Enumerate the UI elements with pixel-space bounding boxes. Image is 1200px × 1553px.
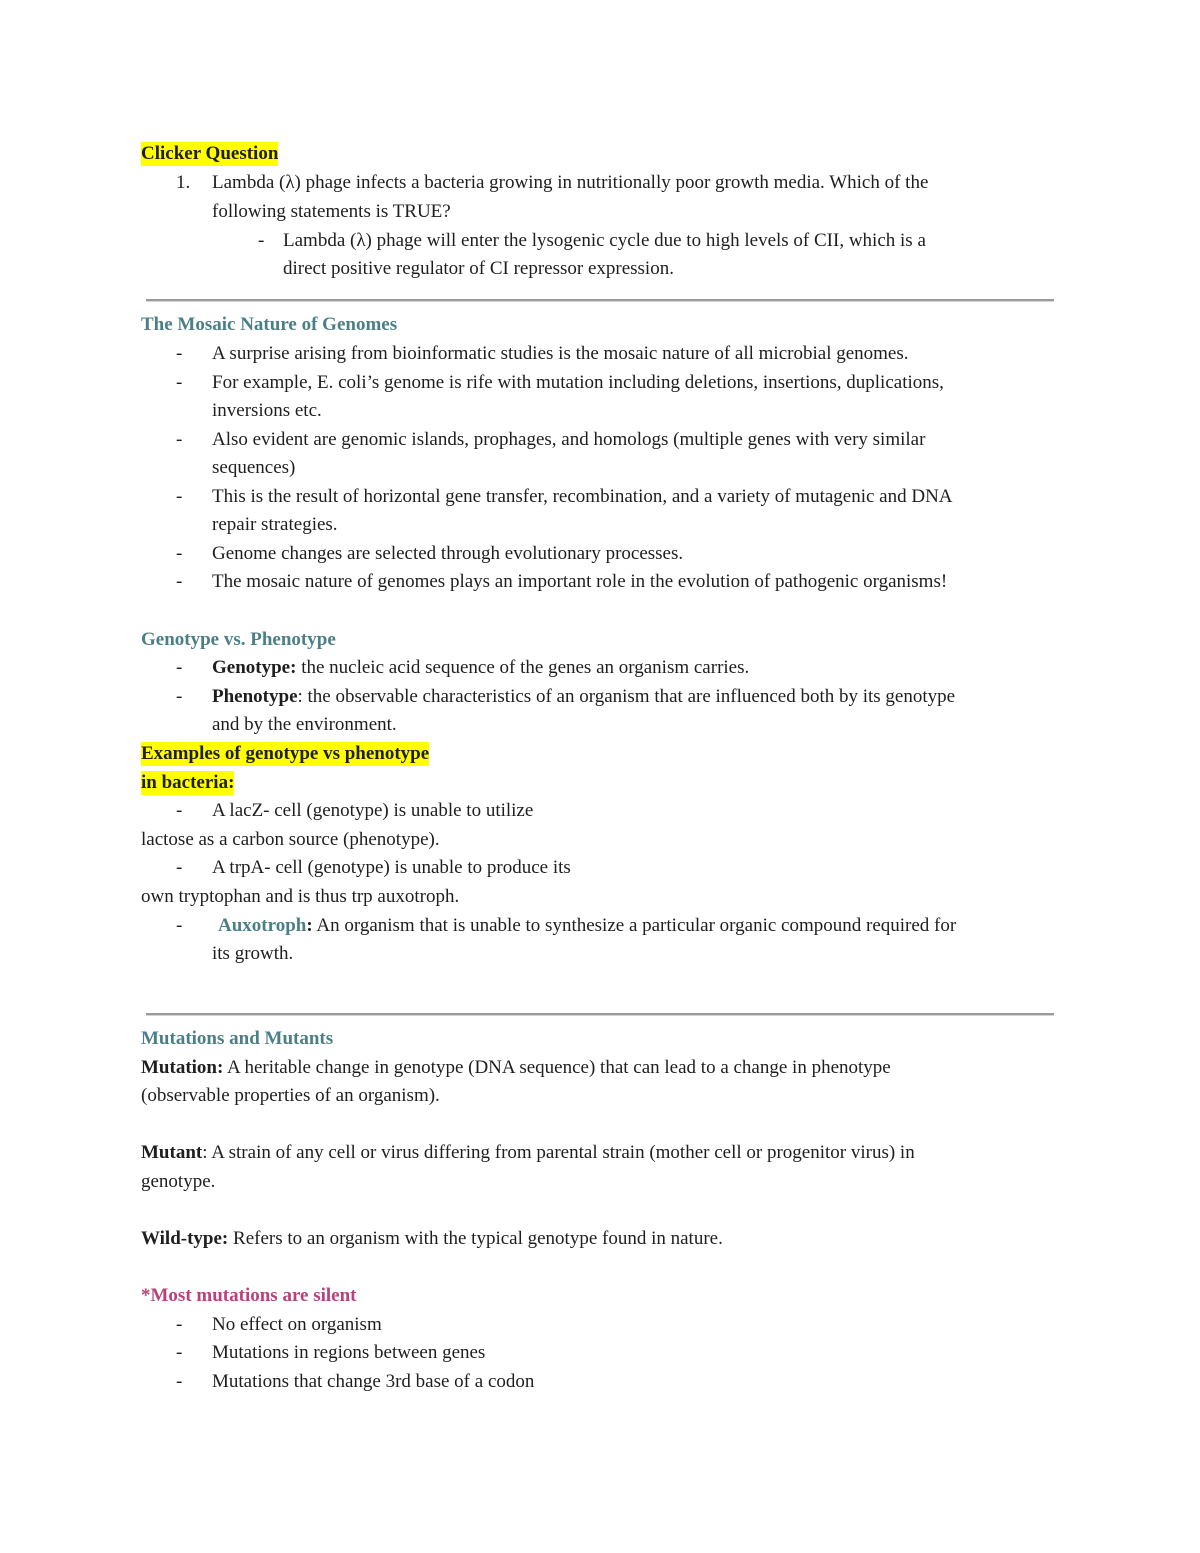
mosaic-bullet-3-line1: Also evident are genomic islands, prophages, and homologs (multiple genes with very similar xyxy=(212,429,926,450)
bullet-dash: - xyxy=(176,857,183,878)
mosaic-bullet-3-line2: sequences) xyxy=(212,457,296,478)
example-lacz-line1: A lacZ- cell (genotype) is unable to utilize xyxy=(212,800,534,821)
bullet-dash: - xyxy=(176,657,183,678)
horizontal-divider xyxy=(146,1013,1054,1016)
bullet-dash: - xyxy=(176,343,183,364)
genotype-definition xyxy=(212,656,749,680)
wild-type-term: Wild-type: xyxy=(141,1228,229,1249)
mutant-term: Mutant xyxy=(141,1142,203,1163)
genotype-def-text: the nucleic acid sequence of the genes an organism carries. xyxy=(296,657,750,678)
genotype-term: Genotype: xyxy=(212,657,297,678)
mosaic-bullet-5: Genome changes are selected through evolutionary processes. xyxy=(212,543,684,564)
bullet-dash: - xyxy=(176,1342,183,1363)
horizontal-divider xyxy=(146,299,1054,302)
mosaic-heading: The Mosaic Nature of Genomes xyxy=(141,314,398,335)
bullet-dash: - xyxy=(176,429,183,450)
silent-item-2: Mutations in regions between genes xyxy=(212,1342,486,1363)
example-trpa-line1: A trpA- cell (genotype) is unable to produce its xyxy=(212,857,571,878)
wild-type-def-text: Refers to an organism with the typical genotype found in nature. xyxy=(228,1228,723,1249)
question-text-line1: Lambda (λ) phage infects a bacteria growing in nutritionally poor growth media. Which of the xyxy=(212,172,929,193)
phenotype-definition-line1 xyxy=(212,685,955,709)
genotype-heading: Genotype vs. Phenotype xyxy=(141,629,336,650)
question-text-line2: following statements is TRUE? xyxy=(212,201,451,222)
examples-heading-line1: Examples of genotype vs phenotype xyxy=(141,743,430,764)
answer-line1: Lambda (λ) phage will enter the lysogenic cycle due to high levels of CII, which is a xyxy=(283,230,926,251)
bullet-dash: - xyxy=(176,686,183,707)
mosaic-bullet-4-line1: This is the result of horizontal gene transfer, recombination, and a variety of mutagenic and DNA xyxy=(212,486,953,507)
auxotroph-def-text: An organism that is unable to synthesize a particular organic compound required for xyxy=(312,915,957,936)
silent-item-1: No effect on organism xyxy=(212,1314,382,1335)
examples-heading-line2: in bacteria: xyxy=(141,772,235,793)
bullet-dash: - xyxy=(258,230,265,251)
bullet-dash: - xyxy=(176,800,183,821)
answer-line2: direct positive regulator of CI repressor expression. xyxy=(283,258,674,279)
auxotroph-definition-line1 xyxy=(218,914,956,938)
mosaic-bullet-2-line1: For example, E. coli’s genome is rife with mutation including deletions, insertions, duplications, xyxy=(212,372,944,393)
example-trpa-line2: own tryptophan and is thus trp auxotroph. xyxy=(141,886,460,907)
clicker-heading: Clicker Question xyxy=(141,143,279,164)
silent-item-3: Mutations that change 3rd base of a codon xyxy=(212,1371,535,1392)
mosaic-bullet-4-line2: repair strategies. xyxy=(212,514,338,535)
bullet-dash: - xyxy=(176,1371,183,1392)
auxotroph-term: Auxotroph xyxy=(218,915,307,936)
phenotype-def-text: : the observable characteristics of an organism that are influenced both by its genotype xyxy=(297,686,956,707)
question-number: 1. xyxy=(176,172,191,193)
wild-type-definition xyxy=(141,1227,723,1251)
silent-mutations-heading: *Most mutations are silent xyxy=(141,1285,357,1306)
mutation-definition-line2: (observable properties of an organism). xyxy=(141,1085,440,1106)
bullet-dash: - xyxy=(176,486,183,507)
phenotype-term: Phenotype xyxy=(212,686,298,707)
bullet-dash: - xyxy=(176,543,183,564)
bullet-dash: - xyxy=(176,915,183,936)
mutant-def-text: : A strain of any cell or virus differing from parental strain (mother cell or progenitor virus) in xyxy=(202,1142,915,1163)
bullet-dash: - xyxy=(176,1314,183,1335)
mutant-definition-line2: genotype. xyxy=(141,1171,216,1192)
mutation-term: Mutation: xyxy=(141,1057,224,1078)
mosaic-bullet-6: The mosaic nature of genomes plays an important role in the evolution of pathogenic organisms! xyxy=(212,571,948,592)
mosaic-bullet-1: A surprise arising from bioinformatic studies is the mosaic nature of all microbial genomes. xyxy=(212,343,909,364)
bullet-dash: - xyxy=(176,372,183,393)
mutations-heading: Mutations and Mutants xyxy=(141,1028,334,1049)
mutation-def-text: A heritable change in genotype (DNA sequence) that can lead to a change in phenotype xyxy=(223,1057,891,1078)
phenotype-definition-line2: and by the environment. xyxy=(212,714,397,735)
auxotroph-definition-line2: its growth. xyxy=(212,943,294,964)
bullet-dash: - xyxy=(176,571,183,592)
mutation-definition-line1 xyxy=(141,1056,891,1080)
mosaic-bullet-2-line2: inversions etc. xyxy=(212,400,322,421)
auxotroph-colon: : xyxy=(306,915,313,936)
mutant-definition-line1 xyxy=(141,1141,915,1165)
example-lacz-line2: lactose as a carbon source (phenotype). xyxy=(141,829,440,850)
